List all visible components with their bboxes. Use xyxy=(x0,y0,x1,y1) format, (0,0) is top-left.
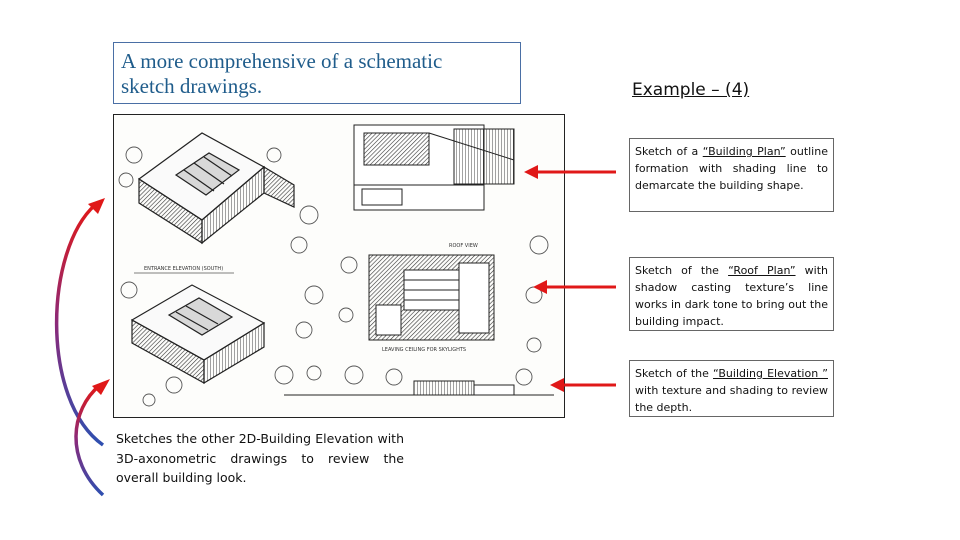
title-line-2: sketch drawings. xyxy=(121,74,263,98)
callout-building-elevation-post: with texture and shading to review the depth. xyxy=(635,384,828,414)
title-box xyxy=(113,42,521,104)
sketch-label-bottom: LEAVING CEILING FOR SKYLIGHTS xyxy=(382,347,467,353)
callout-building-plan-pre: Sketch of a xyxy=(635,145,703,158)
callout-roof-plan-emph: “Roof Plan” xyxy=(728,264,796,277)
sketch-drawing xyxy=(114,115,563,416)
callout-building-elevation xyxy=(629,360,834,417)
curved-arrow-lower xyxy=(76,379,110,495)
callout-roof-plan xyxy=(629,257,834,331)
callout-building-elevation-emph: “Building Elevation ” xyxy=(713,367,828,380)
building-elevation-sketch xyxy=(284,381,554,395)
callout-building-plan xyxy=(629,138,834,212)
callout-building-plan-post: outline formation with shading line to demarcate the building shape. xyxy=(635,145,828,192)
roof-plan-sketch xyxy=(369,255,494,340)
building-plan-sketch xyxy=(354,125,514,210)
example-heading: Example – (4) xyxy=(632,80,750,100)
sketch-label-elevation: ENTRANCE ELEVATION (SOUTH) xyxy=(144,266,224,272)
axonometric-lower xyxy=(132,285,264,383)
axonometric-upper xyxy=(139,133,294,243)
bottom-caption: Sketches the other 2D-Building Elevation with 3D-axonometric drawings to review the overall building look. xyxy=(116,431,404,485)
callout-building-elevation-pre: Sketch of the xyxy=(635,367,714,380)
callout-roof-plan-post: with shadow casting texture’s line works in dark tone to bring out the building impact. xyxy=(635,264,828,328)
schematic-sketch-image xyxy=(113,114,565,418)
callout-roof-plan-pre: Sketch of the xyxy=(635,264,729,277)
sketch-label-roof: ROOF VIEW xyxy=(449,243,478,249)
title-line-1: A more comprehensive of a schematic xyxy=(121,49,443,73)
curved-arrow-upper xyxy=(57,198,105,445)
callout-building-plan-emph: “Building Plan” xyxy=(702,145,786,158)
